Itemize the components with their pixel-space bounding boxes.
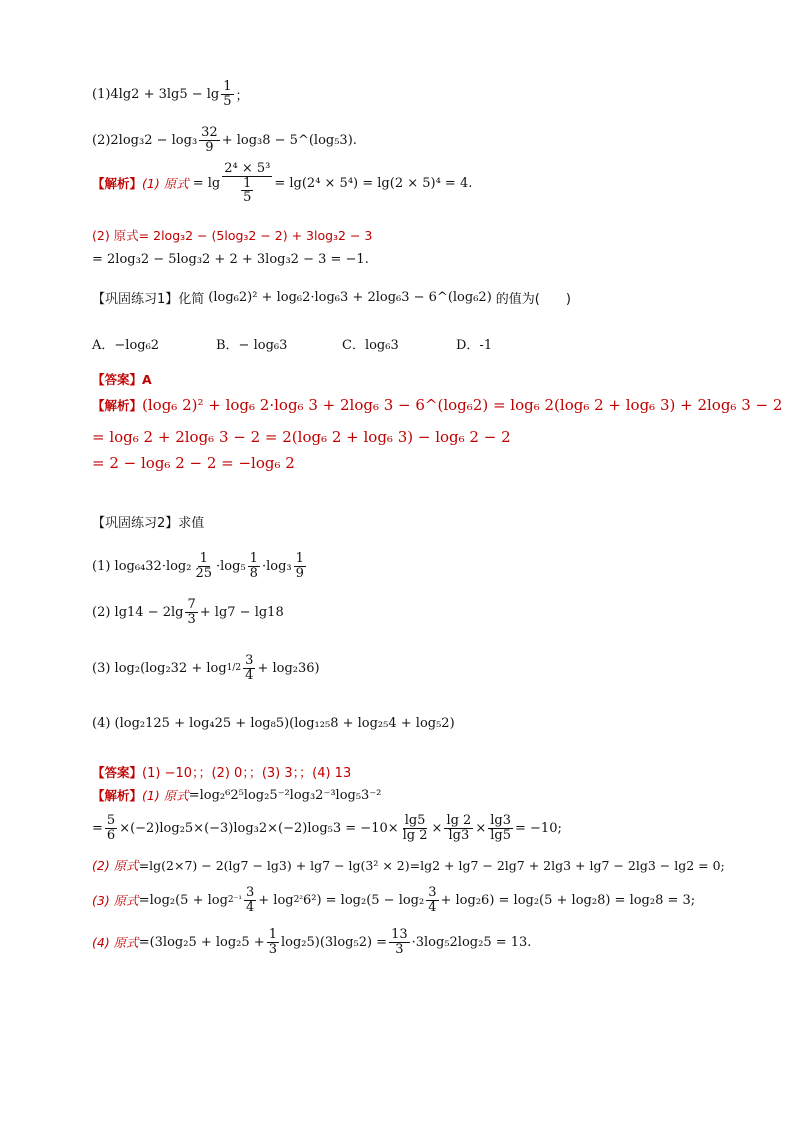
question-text: ·log₅ [216, 558, 246, 574]
answer-value: (1) −10；；(2) 0；；(3) 3；；(4) 13 [142, 766, 352, 781]
fraction [222, 162, 272, 205]
denominator: 6 [106, 827, 116, 843]
fraction [185, 598, 197, 626]
analysis-lead: (1) 原式 [142, 788, 189, 803]
question-text: (3) log₂(log₂32 + log [92, 660, 227, 676]
fraction [193, 552, 214, 580]
analysis-line: (log₆ 2)² + log₆ 2·log₆ 3 + 2log₆ 3 − 6^(log₆2) = log₆ 2(log₆ 2 + log₆ 3) + 2log₆ 3 − 2 [142, 396, 783, 414]
fraction [248, 552, 260, 580]
question-text: (4) (log₂125 + log₄25 + log₈5)(log₁₂₅8 + log₂₅4 + log₅2) [92, 716, 455, 731]
numerator: 32 [201, 125, 218, 140]
solution-lead: (1) 原式 [142, 176, 189, 192]
answer-tag: 【答案】 [92, 372, 143, 387]
denominator: 4 [245, 667, 254, 683]
denominator [237, 177, 257, 205]
solution-line: = 2log₃2 − 5log₃2 + 2 + 3log₃2 − 3 = −1. [92, 252, 369, 267]
denominator: lg 2 [402, 827, 428, 843]
fraction [488, 814, 513, 842]
denominator: 25 [195, 565, 213, 581]
analysis-expr: 6²) = log₂(5 − log₂ [302, 892, 425, 908]
numerator: 13 [391, 927, 408, 942]
exercise-1-answer [92, 370, 152, 388]
exercise-2-q4 [92, 716, 455, 731]
exercise-heading: 【巩固练习2】求值 [92, 516, 205, 531]
analysis-expr: =(3log₂5 + log₂5 + [138, 934, 265, 950]
fraction [244, 886, 256, 914]
analysis-expr: log₂5)(3log₅2) = [280, 934, 388, 950]
analysis-expr: = [92, 820, 103, 836]
problem-1-end: ； [235, 88, 249, 104]
analysis-expr: =log₂(5 + log [138, 892, 228, 908]
problem-1 [92, 80, 249, 108]
denominator: 5 [243, 190, 252, 206]
numerator: 3 [245, 653, 254, 668]
denominator: lg5 [490, 827, 511, 843]
exercise-2-analysis-2 [92, 856, 725, 874]
answer-value: A [142, 371, 152, 387]
problem-2-text: (2)2log₃2 − log₃ [92, 132, 198, 148]
denominator: 8 [249, 565, 258, 581]
problem-1-text: (1)4lg2 + 3lg5 − lg [92, 86, 220, 102]
question-text: (2) lg14 − 2lg [92, 604, 184, 620]
fraction [401, 814, 430, 842]
exercise-2-analysis-4 [92, 928, 531, 956]
log-base: 2² [293, 895, 303, 906]
exercise-2-analysis-3 [92, 886, 695, 914]
option-b[interactable]: B．− log₆3 [216, 338, 288, 353]
exercise-1-analysis-2 [92, 428, 511, 446]
option-d[interactable]: D．-1 [456, 338, 493, 353]
denominator: lg3 [448, 827, 470, 843]
exercise-expr: (log₆2)² + log₆2·log₆3 + 2log₆3 − 6^(log₆2) [208, 290, 492, 305]
analysis-tag: 【解析】 [92, 788, 143, 803]
numerator: 2⁴ × 5³ [224, 161, 271, 176]
denominator: 9 [295, 565, 304, 581]
problem-2-end: + log₃8 − 5^(log₅3). [221, 132, 357, 148]
fraction [444, 814, 473, 842]
denominator: 3 [187, 611, 196, 627]
numerator: 7 [187, 597, 196, 612]
log-base: 1/2 [226, 663, 242, 674]
exercise-tail: 的值为( ) [495, 292, 571, 307]
numerator: lg 2 [446, 813, 472, 828]
answer-tag: 【答案】 [92, 764, 143, 780]
solution-expr-tail: = lg(2⁴ × 5⁴) = lg(2 × 5)⁴ = 4. [274, 175, 473, 191]
solution-1 [92, 162, 472, 205]
exercise-2-q1 [92, 552, 308, 580]
log-base: 2⁻¹ [227, 895, 242, 906]
fraction [243, 654, 255, 682]
analysis-expr: ×(−2)log₂5×(−3)log₃2×(−2)log₅3 = −10× [119, 820, 399, 836]
analysis-expr: = −10; [515, 820, 562, 836]
fraction [105, 814, 117, 842]
denominator: 3 [395, 941, 404, 957]
denominator: 4 [246, 899, 255, 915]
numerator: 1 [268, 927, 277, 942]
numerator: lg3 [490, 813, 511, 828]
fraction [267, 928, 279, 956]
solution-1-line2 [92, 226, 372, 244]
question-text: (1) log₆₄32·log₂ [92, 558, 192, 574]
fraction [241, 177, 253, 205]
problem-2 [92, 126, 357, 154]
exercise-1-analysis-3 [92, 454, 295, 472]
denominator: 4 [428, 899, 437, 915]
exercise-2 [92, 512, 204, 531]
denominator: 9 [205, 139, 214, 155]
exercise-2-q2 [92, 598, 284, 626]
question-text: ·log₃ [261, 558, 292, 574]
exercise-heading: 【巩固练习1】化简 [92, 292, 205, 307]
analysis-lead: (3) 原式 [92, 893, 139, 909]
question-text: + log₂36) [257, 660, 320, 676]
numerator: 3 [246, 885, 255, 900]
numerator: lg5 [404, 813, 426, 828]
exercise-2-analysis-1b [92, 814, 562, 842]
analysis-line: = 2 − log₆ 2 − 2 = −log₆ 2 [92, 454, 295, 472]
fraction [389, 928, 410, 956]
times-sign: × [475, 820, 487, 836]
solution-expr: = lg [192, 175, 221, 191]
fraction [426, 886, 438, 914]
fraction [294, 552, 306, 580]
analysis-expr: + log [258, 892, 294, 908]
solution-1-line3 [92, 252, 369, 267]
numerator: 1 [199, 551, 208, 566]
fraction [199, 126, 220, 154]
option-c[interactable]: C．log₆3 [342, 338, 399, 353]
analysis-line: = log₆ 2 + 2log₆ 3 − 2 = 2(log₆ 2 + log₆ 3) − log₆ 2 − 2 [92, 428, 511, 446]
numerator: 1 [243, 175, 252, 191]
analysis-expr: =log₂⁶2⁵log₂5⁻²log₃2⁻³log₅3⁻² [188, 787, 382, 803]
analysis-tag: 【解析】 [92, 176, 143, 192]
denominator: 5 [223, 93, 232, 109]
exercise-2-q3 [92, 654, 320, 682]
numerator: 1 [295, 551, 304, 566]
fraction [221, 80, 233, 108]
analysis-expr: =lg(2×7) − 2(lg7 − lg3) + lg7 − lg(3² × 2)=lg2 + lg7 − 2lg7 + 2lg3 + lg7 − 2lg3 − lg2 = 0; [138, 857, 725, 873]
numerator: 1 [223, 79, 232, 94]
exercise-2-analysis-1 [92, 786, 381, 804]
exercise-1-analysis-1 [92, 396, 782, 414]
analysis-tag: 【解析】 [92, 398, 143, 413]
denominator: 3 [268, 941, 277, 957]
question-text: + lg7 − lg18 [199, 604, 284, 620]
exercise-2-answer [92, 762, 351, 781]
analysis-lead: (4) 原式 [92, 935, 139, 951]
times-sign: × [431, 820, 443, 836]
analysis-expr: ·3log₅2log₂5 = 13. [411, 934, 532, 950]
numerator: 1 [249, 551, 258, 566]
analysis-expr: + log₂6) = log₂(5 + log₂8) = log₂8 = 3; [440, 892, 696, 908]
numerator: 5 [106, 813, 116, 828]
exercise-1 [92, 288, 571, 307]
option-a[interactable]: A．−log₆2 [92, 338, 160, 353]
solution-line: (2) 原式= 2log₃2 − (5log₃2 − 2) + 3log₃2 − 3 [92, 228, 373, 243]
numerator: 3 [428, 885, 437, 900]
analysis-lead: (2) 原式 [92, 858, 139, 873]
